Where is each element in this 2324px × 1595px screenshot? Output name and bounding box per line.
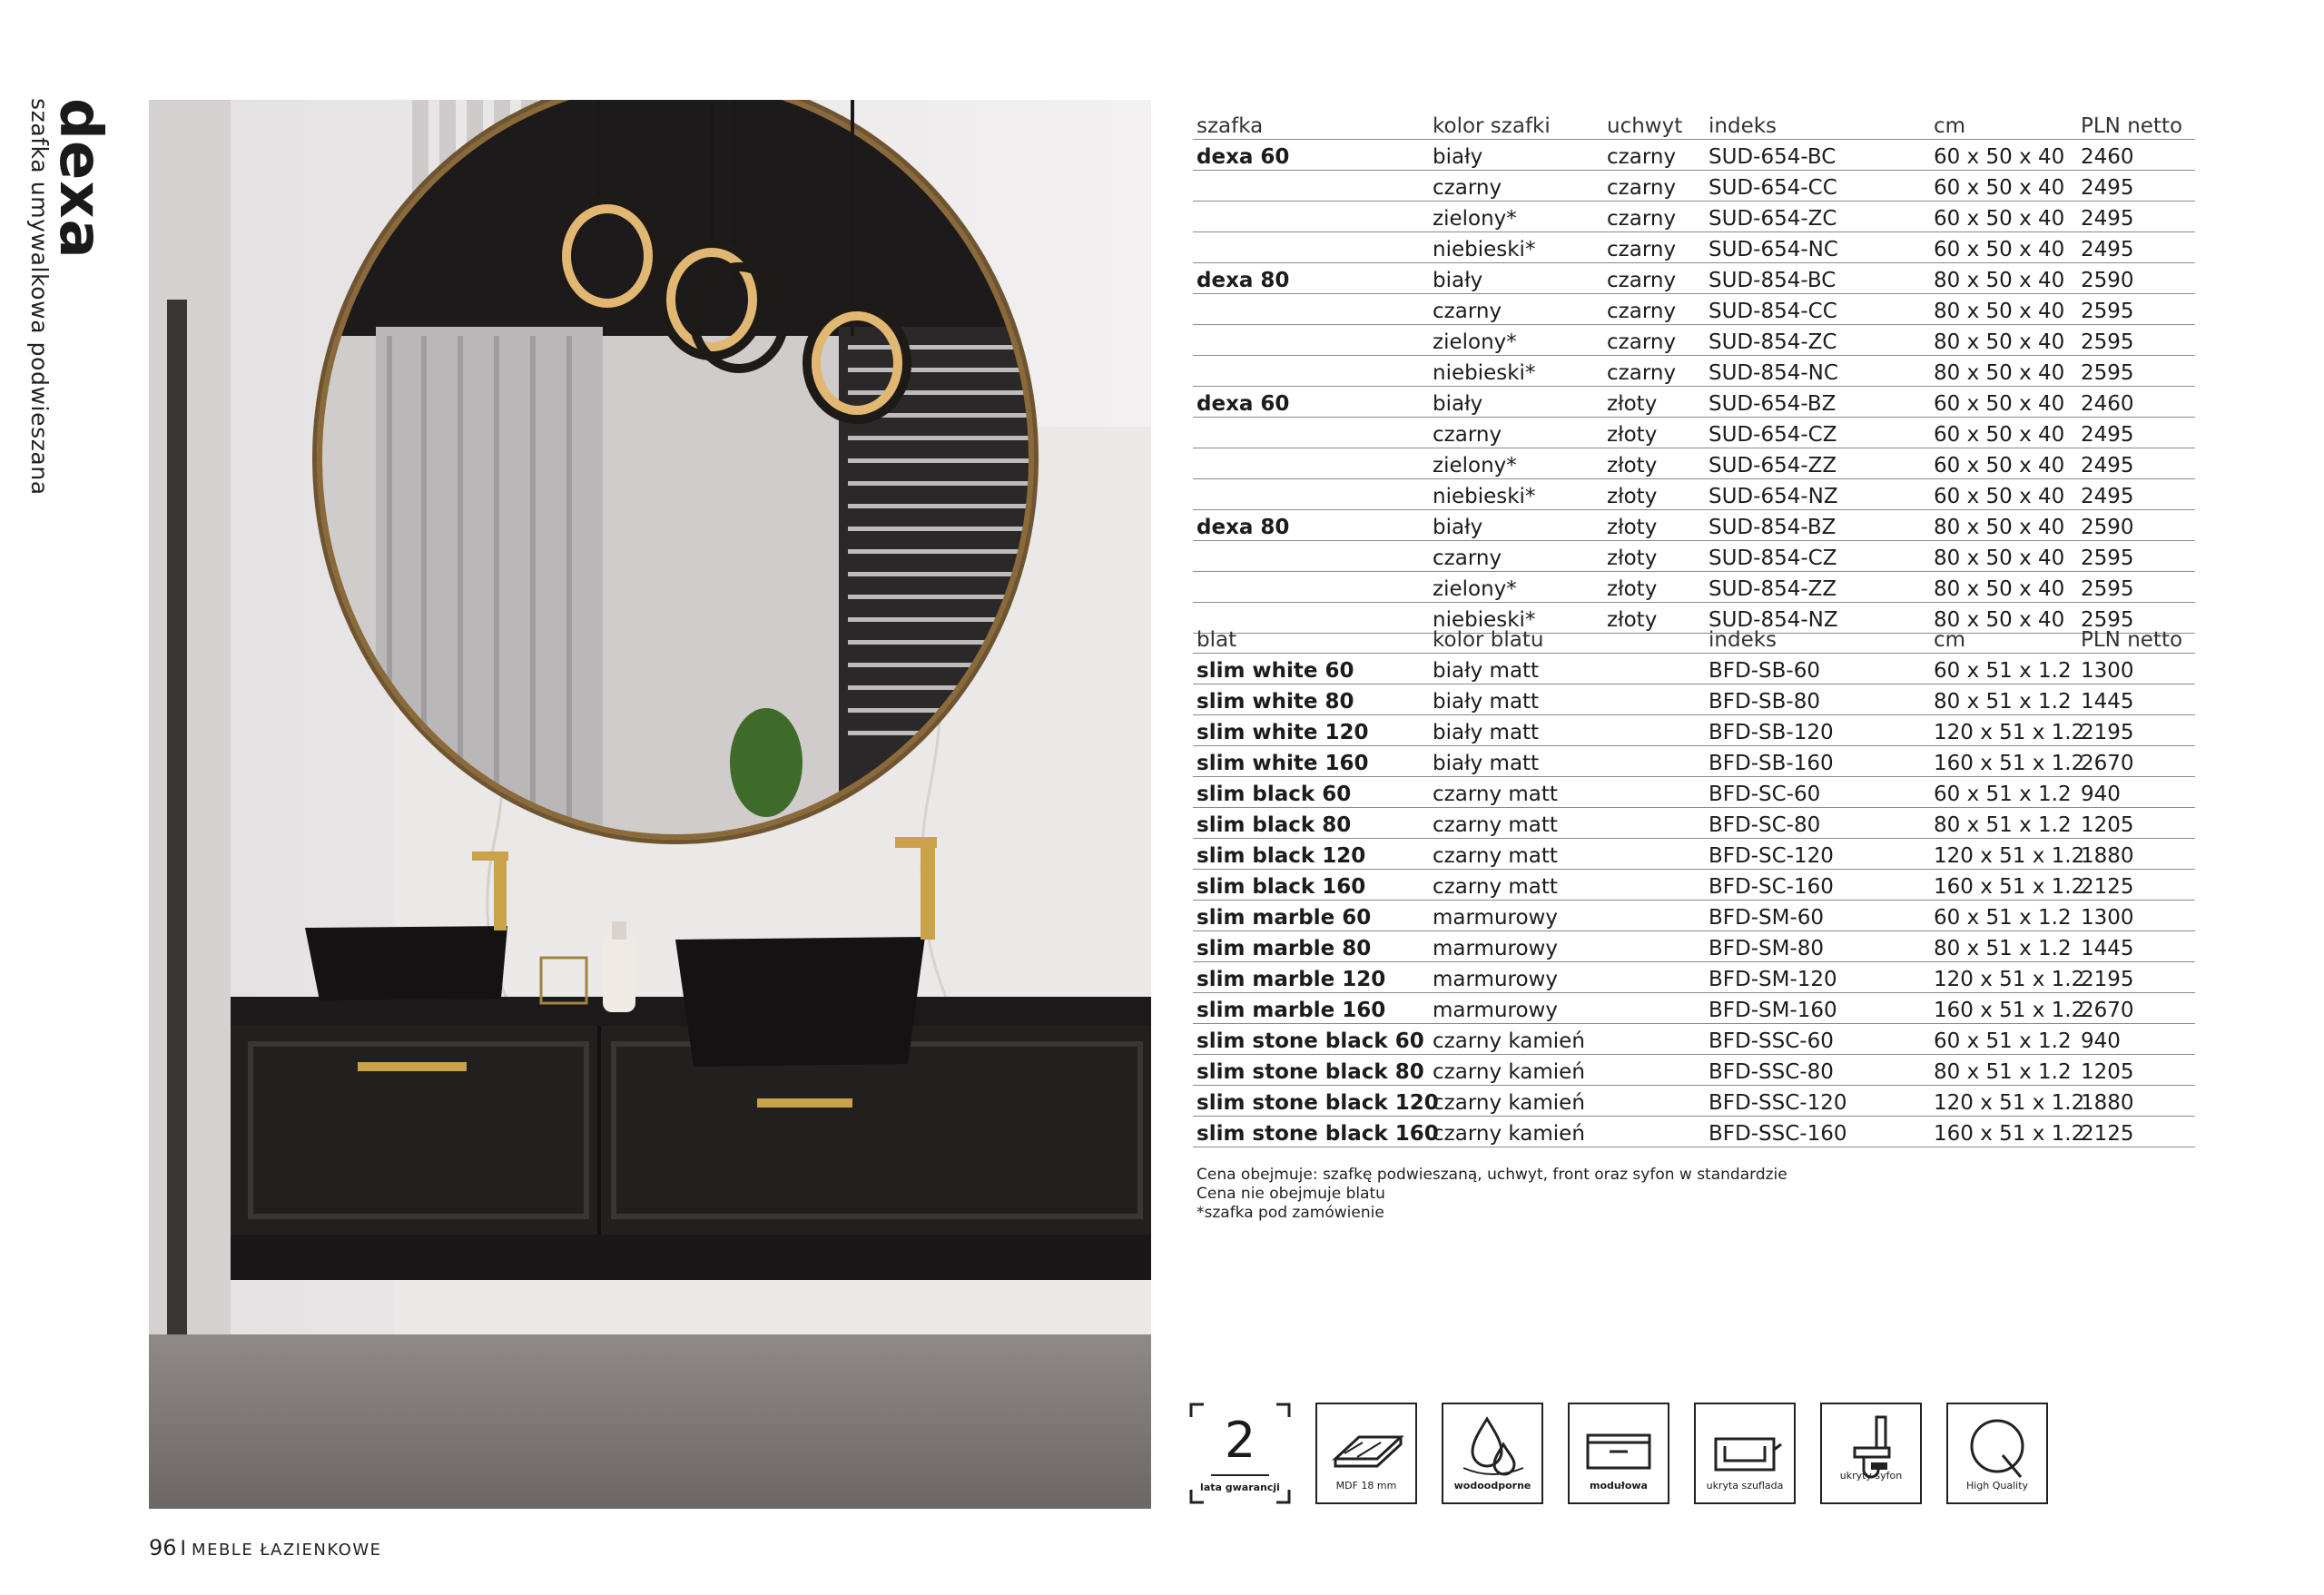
table-cell: kolor szafki bbox=[1433, 114, 1551, 138]
table-cell: SUD-654-BZ bbox=[1709, 392, 1837, 416]
table-cell: biały matt bbox=[1433, 721, 1540, 744]
table-cell: biały bbox=[1433, 269, 1483, 292]
waterproof-feature bbox=[1442, 1403, 1543, 1504]
page-footer bbox=[149, 1536, 382, 1562]
table-cell: SUD-654-ZC bbox=[1709, 207, 1837, 231]
table-cell: 60 x 51 x 1.2 bbox=[1934, 906, 2072, 930]
table-cell: czarny matt bbox=[1433, 875, 1558, 899]
table-cell: 2460 bbox=[2081, 145, 2134, 169]
table-row bbox=[1193, 931, 2195, 962]
table-cell: złoty bbox=[1607, 454, 1658, 478]
table-cell: BFD-SM-120 bbox=[1709, 968, 1837, 991]
table-cell: zielony* bbox=[1433, 454, 1517, 478]
table-cell: 60 x 51 x 1.2 bbox=[1934, 1029, 2072, 1053]
table-cell: 1205 bbox=[2081, 813, 2134, 837]
price-notes bbox=[1196, 1166, 1787, 1223]
table-cell: biały bbox=[1433, 392, 1483, 416]
table-cell: marmurowy bbox=[1433, 906, 1558, 930]
table-row bbox=[1193, 746, 2195, 777]
table-cell: BFD-SSC-80 bbox=[1709, 1060, 1834, 1084]
table-cell: czarny bbox=[1607, 176, 1677, 200]
table-cell: 80 x 50 x 40 bbox=[1934, 361, 2065, 385]
table-cell: 60 x 50 x 40 bbox=[1934, 454, 2065, 478]
table-cell: 60 x 50 x 40 bbox=[1934, 392, 2065, 416]
table-cell: 2495 bbox=[2081, 485, 2134, 508]
table-cell: 2460 bbox=[2081, 392, 2134, 416]
table-cell: złoty bbox=[1607, 392, 1658, 416]
table-cell: 80 x 50 x 40 bbox=[1934, 269, 2065, 292]
table-cell: 2595 bbox=[2081, 546, 2134, 570]
table-cell: BFD-SC-60 bbox=[1709, 783, 1821, 806]
table-header-row bbox=[1193, 109, 2195, 140]
table-cell: 1205 bbox=[2081, 1060, 2134, 1084]
table-cell: czarny bbox=[1607, 300, 1677, 323]
table-cell: BFD-SSC-160 bbox=[1709, 1122, 1847, 1146]
table-row bbox=[1193, 448, 2195, 479]
table-row bbox=[1193, 387, 2195, 418]
table-cell: 80 x 50 x 40 bbox=[1934, 330, 2065, 354]
warranty-number: 2 bbox=[1224, 1412, 1256, 1469]
table-cell: dexa 80 bbox=[1196, 516, 1290, 539]
note-price-excludes: Cena nie obejmuje blatu bbox=[1196, 1185, 1385, 1203]
table-cell: kolor blatu bbox=[1433, 628, 1544, 652]
table-cell: czarny kamień bbox=[1433, 1029, 1585, 1053]
table-cell: BFD-SB-120 bbox=[1709, 721, 1834, 744]
table-cell: 60 x 51 x 1.2 bbox=[1934, 659, 2072, 683]
hidden-siphon-icon bbox=[1822, 1404, 1920, 1502]
table-cell: biały matt bbox=[1433, 690, 1540, 714]
table-cell: slim black 80 bbox=[1196, 813, 1352, 837]
table-cell: zielony* bbox=[1433, 577, 1517, 601]
table-cell: SUD-854-CZ bbox=[1709, 546, 1837, 570]
mdf-feature bbox=[1315, 1403, 1417, 1504]
table-cell: 2595 bbox=[2081, 608, 2134, 632]
table-row bbox=[1193, 715, 2195, 746]
table-cell: niebieski* bbox=[1433, 361, 1536, 385]
table-cell: 80 x 51 x 1.2 bbox=[1934, 690, 2072, 714]
table-cell: 2495 bbox=[2081, 454, 2134, 478]
table-cell: niebieski* bbox=[1433, 608, 1536, 632]
table-cell: 160 x 51 x 1.2 bbox=[1934, 999, 2085, 1022]
table-cell: 2670 bbox=[2081, 999, 2134, 1022]
table-cell: 2495 bbox=[2081, 176, 2134, 200]
table-cell: czarny bbox=[1433, 546, 1502, 570]
table-cell: blat bbox=[1196, 628, 1237, 652]
table-cell: BFD-SB-80 bbox=[1709, 690, 1820, 714]
footer-separator: I bbox=[180, 1538, 187, 1561]
brand-name: dexa bbox=[46, 98, 113, 260]
table-cell: czarny bbox=[1433, 176, 1502, 200]
mdf-label: MDF 18 mm bbox=[1335, 1480, 1397, 1492]
table-cell: slim marble 60 bbox=[1196, 906, 1372, 930]
table-cell: 60 x 51 x 1.2 bbox=[1934, 783, 2072, 806]
table-cell: czarny matt bbox=[1433, 783, 1558, 806]
table-row bbox=[1193, 325, 2195, 356]
table-cell: dexa 80 bbox=[1196, 269, 1290, 292]
bathroom-scene-illustration bbox=[149, 100, 1151, 1509]
table-header-row bbox=[1193, 623, 2195, 654]
table-cell: marmurowy bbox=[1433, 968, 1558, 991]
table-cell: SUD-854-BZ bbox=[1709, 516, 1837, 539]
table-cell: 80 x 50 x 40 bbox=[1934, 516, 2065, 539]
table-cell: slim white 80 bbox=[1196, 690, 1354, 714]
table-cell: 60 x 50 x 40 bbox=[1934, 207, 2065, 231]
product-photo bbox=[149, 100, 1151, 1509]
table-row bbox=[1193, 479, 2195, 510]
table-cell: BFD-SSC-120 bbox=[1709, 1091, 1847, 1115]
waterproof-label: wodoodporne bbox=[1453, 1480, 1531, 1492]
section-name: MEBLE ŁAZIENKOWE bbox=[192, 1541, 382, 1560]
table-cell: dexa 60 bbox=[1196, 145, 1290, 169]
table-cell: BFD-SM-60 bbox=[1709, 906, 1825, 930]
table-cell: marmurowy bbox=[1433, 999, 1558, 1022]
table-cell: SUD-854-ZC bbox=[1709, 330, 1837, 354]
modular-feature bbox=[1568, 1403, 1669, 1504]
note-to-order: *szafka pod zamówienie bbox=[1196, 1204, 1384, 1222]
table-row bbox=[1193, 510, 2195, 541]
feature-icons bbox=[1189, 1403, 2048, 1504]
table-cell: czarny kamień bbox=[1433, 1091, 1585, 1115]
table-row bbox=[1193, 263, 2195, 294]
table-row bbox=[1193, 870, 2195, 901]
table-cell: 1300 bbox=[2081, 659, 2134, 683]
table-cell: cm bbox=[1934, 628, 1966, 652]
table-cell: slim black 160 bbox=[1196, 875, 1366, 899]
table-cell: złoty bbox=[1607, 423, 1658, 447]
table-cell: 2595 bbox=[2081, 300, 2134, 323]
table-row bbox=[1193, 1024, 2195, 1055]
page-number: 96 bbox=[149, 1535, 177, 1561]
table-cell: slim white 120 bbox=[1196, 721, 1369, 744]
table-row bbox=[1193, 541, 2195, 572]
table-cell: slim stone black 60 bbox=[1196, 1029, 1424, 1053]
table-cell: 60 x 50 x 40 bbox=[1934, 176, 2065, 200]
table-cell: 120 x 51 x 1.2 bbox=[1934, 1091, 2085, 1115]
table-cell: złoty bbox=[1607, 546, 1658, 570]
table-row bbox=[1193, 232, 2195, 263]
table-cell: SUD-854-CC bbox=[1709, 300, 1837, 323]
table-cell: czarny kamień bbox=[1433, 1060, 1585, 1084]
table-cell: 60 x 50 x 40 bbox=[1934, 145, 2065, 169]
table-row bbox=[1193, 356, 2195, 387]
table-cell: biały bbox=[1433, 145, 1483, 169]
table-row bbox=[1193, 171, 2195, 202]
table-row bbox=[1193, 777, 2195, 808]
table-cell: slim marble 120 bbox=[1196, 968, 1386, 991]
table-cell: 80 x 50 x 40 bbox=[1934, 546, 2065, 570]
table-cell: 160 x 51 x 1.2 bbox=[1934, 1122, 2085, 1146]
table-cell: slim marble 160 bbox=[1196, 999, 1386, 1022]
table-cell: 2195 bbox=[2081, 721, 2134, 744]
table-cell: 2590 bbox=[2081, 269, 2134, 292]
table-cell: 2595 bbox=[2081, 330, 2134, 354]
table-cell: niebieski* bbox=[1433, 238, 1536, 261]
table-cell: uchwyt bbox=[1607, 114, 1683, 138]
hidden-siphon-feature bbox=[1820, 1403, 1922, 1504]
hidden-drawer-label: ukryta szuflada bbox=[1706, 1480, 1784, 1492]
table-row bbox=[1193, 808, 2195, 839]
table-cell: slim white 60 bbox=[1196, 659, 1354, 683]
table-cell: slim stone black 160 bbox=[1196, 1122, 1439, 1146]
table-cell: SUD-654-ZZ bbox=[1709, 454, 1837, 478]
table-cell: 2125 bbox=[2081, 1122, 2134, 1146]
table-cell: 80 x 51 x 1.2 bbox=[1934, 1060, 2072, 1084]
table-cell: BFD-SC-160 bbox=[1709, 875, 1834, 899]
table-cell: czarny matt bbox=[1433, 813, 1558, 837]
table-row bbox=[1193, 140, 2195, 171]
table-cell: czarny bbox=[1433, 423, 1502, 447]
table-cell: 2590 bbox=[2081, 516, 2134, 539]
table-cell: SUD-654-BC bbox=[1709, 145, 1837, 169]
table-cell: BFD-SB-160 bbox=[1709, 752, 1834, 775]
table-cell: 2670 bbox=[2081, 752, 2134, 775]
table-cell: 80 x 50 x 40 bbox=[1934, 608, 2065, 632]
table-cell: slim black 60 bbox=[1196, 783, 1352, 806]
table-cell: niebieski* bbox=[1433, 485, 1536, 508]
table-cell: SUD-654-NZ bbox=[1709, 485, 1838, 508]
table-cell: 2195 bbox=[2081, 968, 2134, 991]
table-cell: 1880 bbox=[2081, 1091, 2134, 1115]
table-cell: biały bbox=[1433, 516, 1483, 539]
table-cell: 2495 bbox=[2081, 423, 2134, 447]
table-cell: indeks bbox=[1709, 628, 1777, 652]
table-cell: slim stone black 80 bbox=[1196, 1060, 1424, 1084]
table-cell: biały matt bbox=[1433, 659, 1540, 683]
table-cell: marmurowy bbox=[1433, 937, 1558, 960]
cabinet-price-table bbox=[1193, 109, 2195, 634]
table-cell: 1445 bbox=[2081, 937, 2134, 960]
table-cell: zielony* bbox=[1433, 330, 1517, 354]
table-cell: złoty bbox=[1607, 516, 1658, 539]
table-cell: dexa 60 bbox=[1196, 392, 1290, 416]
table-cell: biały matt bbox=[1433, 752, 1540, 775]
high-quality-label: High Quality bbox=[1965, 1480, 2029, 1492]
table-row bbox=[1193, 418, 2195, 448]
table-cell: 1300 bbox=[2081, 906, 2134, 930]
table-cell: zielony* bbox=[1433, 207, 1517, 231]
table-cell: BFD-SM-160 bbox=[1709, 999, 1837, 1022]
table-cell: 2495 bbox=[2081, 238, 2134, 261]
table-cell: 160 x 51 x 1.2 bbox=[1934, 752, 2085, 775]
table-cell: 1445 bbox=[2081, 690, 2134, 714]
table-cell: czarny bbox=[1607, 330, 1677, 354]
table-row bbox=[1193, 1086, 2195, 1117]
table-cell: PLN netto bbox=[2081, 628, 2183, 652]
table-cell: szafka bbox=[1196, 114, 1264, 138]
table-cell: slim black 120 bbox=[1196, 844, 1366, 868]
table-cell: BFD-SB-60 bbox=[1709, 659, 1820, 683]
table-cell: cm bbox=[1934, 114, 1966, 138]
table-row bbox=[1193, 654, 2195, 684]
table-row bbox=[1193, 1117, 2195, 1147]
table-cell: czarny bbox=[1433, 300, 1502, 323]
table-cell: 2495 bbox=[2081, 207, 2134, 231]
table-cell: 2595 bbox=[2081, 577, 2134, 601]
table-cell: BFD-SM-80 bbox=[1709, 937, 1825, 960]
table-cell: czarny bbox=[1607, 207, 1677, 231]
table-cell: SUD-854-NZ bbox=[1709, 608, 1838, 632]
table-cell: złoty bbox=[1607, 577, 1658, 601]
table-cell: czarny kamień bbox=[1433, 1122, 1585, 1146]
table-cell: 60 x 50 x 40 bbox=[1934, 485, 2065, 508]
table-cell: SUD-854-BC bbox=[1709, 269, 1837, 292]
brand-subtitle: szafka umywalkowa podwieszana bbox=[26, 98, 53, 496]
table-cell: 80 x 50 x 40 bbox=[1934, 577, 2065, 601]
table-row bbox=[1193, 572, 2195, 603]
table-cell: SUD-654-CC bbox=[1709, 176, 1837, 200]
table-row bbox=[1193, 294, 2195, 325]
table-cell: 60 x 50 x 40 bbox=[1934, 423, 2065, 447]
table-cell: 940 bbox=[2081, 1029, 2121, 1053]
table-row bbox=[1193, 1055, 2195, 1086]
table-row bbox=[1193, 202, 2195, 232]
countertop-price-table bbox=[1193, 623, 2195, 1147]
table-row bbox=[1193, 839, 2195, 870]
table-cell: SUD-654-CZ bbox=[1709, 423, 1837, 447]
table-cell: PLN netto bbox=[2081, 114, 2183, 138]
table-cell: 160 x 51 x 1.2 bbox=[1934, 875, 2085, 899]
table-cell: 2595 bbox=[2081, 361, 2134, 385]
table-cell: 80 x 51 x 1.2 bbox=[1934, 937, 2072, 960]
table-row bbox=[1193, 962, 2195, 993]
hidden-siphon-label: ukryty syfon bbox=[1839, 1470, 1903, 1482]
table-cell: indeks bbox=[1709, 114, 1777, 138]
table-cell: czarny matt bbox=[1433, 844, 1558, 868]
table-cell: slim white 160 bbox=[1196, 752, 1369, 775]
vertical-title bbox=[26, 98, 113, 788]
table-cell: czarny bbox=[1607, 238, 1677, 261]
table-cell: złoty bbox=[1607, 485, 1658, 508]
table-row bbox=[1193, 684, 2195, 715]
table-cell: 940 bbox=[2081, 783, 2121, 806]
table-cell: SUD-854-ZZ bbox=[1709, 577, 1837, 601]
table-cell: SUD-854-NC bbox=[1709, 361, 1838, 385]
table-cell: 120 x 51 x 1.2 bbox=[1934, 844, 2085, 868]
table-row bbox=[1193, 993, 2195, 1024]
hidden-drawer-feature bbox=[1694, 1403, 1796, 1504]
table-cell: SUD-654-NC bbox=[1709, 238, 1838, 261]
note-price-includes: Cena obejmuje: szafkę podwieszaną, uchwyt, front oraz syfon w standardzie bbox=[1196, 1166, 1787, 1184]
table-cell: slim stone black 120 bbox=[1196, 1091, 1439, 1115]
table-row bbox=[1193, 901, 2195, 931]
table-cell: slim marble 80 bbox=[1196, 937, 1372, 960]
modular-label: modułowa bbox=[1590, 1480, 1648, 1492]
high-quality-feature bbox=[1946, 1403, 2048, 1504]
table-cell: 1880 bbox=[2081, 844, 2134, 868]
warranty-feature bbox=[1189, 1403, 1291, 1504]
table-cell: 80 x 50 x 40 bbox=[1934, 300, 2065, 323]
table-cell: 120 x 51 x 1.2 bbox=[1934, 721, 2085, 744]
table-cell: BFD-SC-80 bbox=[1709, 813, 1821, 837]
table-cell: 60 x 50 x 40 bbox=[1934, 238, 2065, 261]
table-cell: 2125 bbox=[2081, 875, 2134, 899]
table-cell: BFD-SSC-60 bbox=[1709, 1029, 1834, 1053]
table-cell: złoty bbox=[1607, 608, 1658, 632]
table-cell: 80 x 51 x 1.2 bbox=[1934, 813, 2072, 837]
warranty-label: lata gwarancji bbox=[1200, 1482, 1280, 1493]
table-cell: czarny bbox=[1607, 145, 1677, 169]
table-cell: czarny bbox=[1607, 361, 1677, 385]
table-cell: BFD-SC-120 bbox=[1709, 844, 1834, 868]
table-cell: 120 x 51 x 1.2 bbox=[1934, 968, 2085, 991]
table-cell: czarny bbox=[1607, 269, 1677, 292]
